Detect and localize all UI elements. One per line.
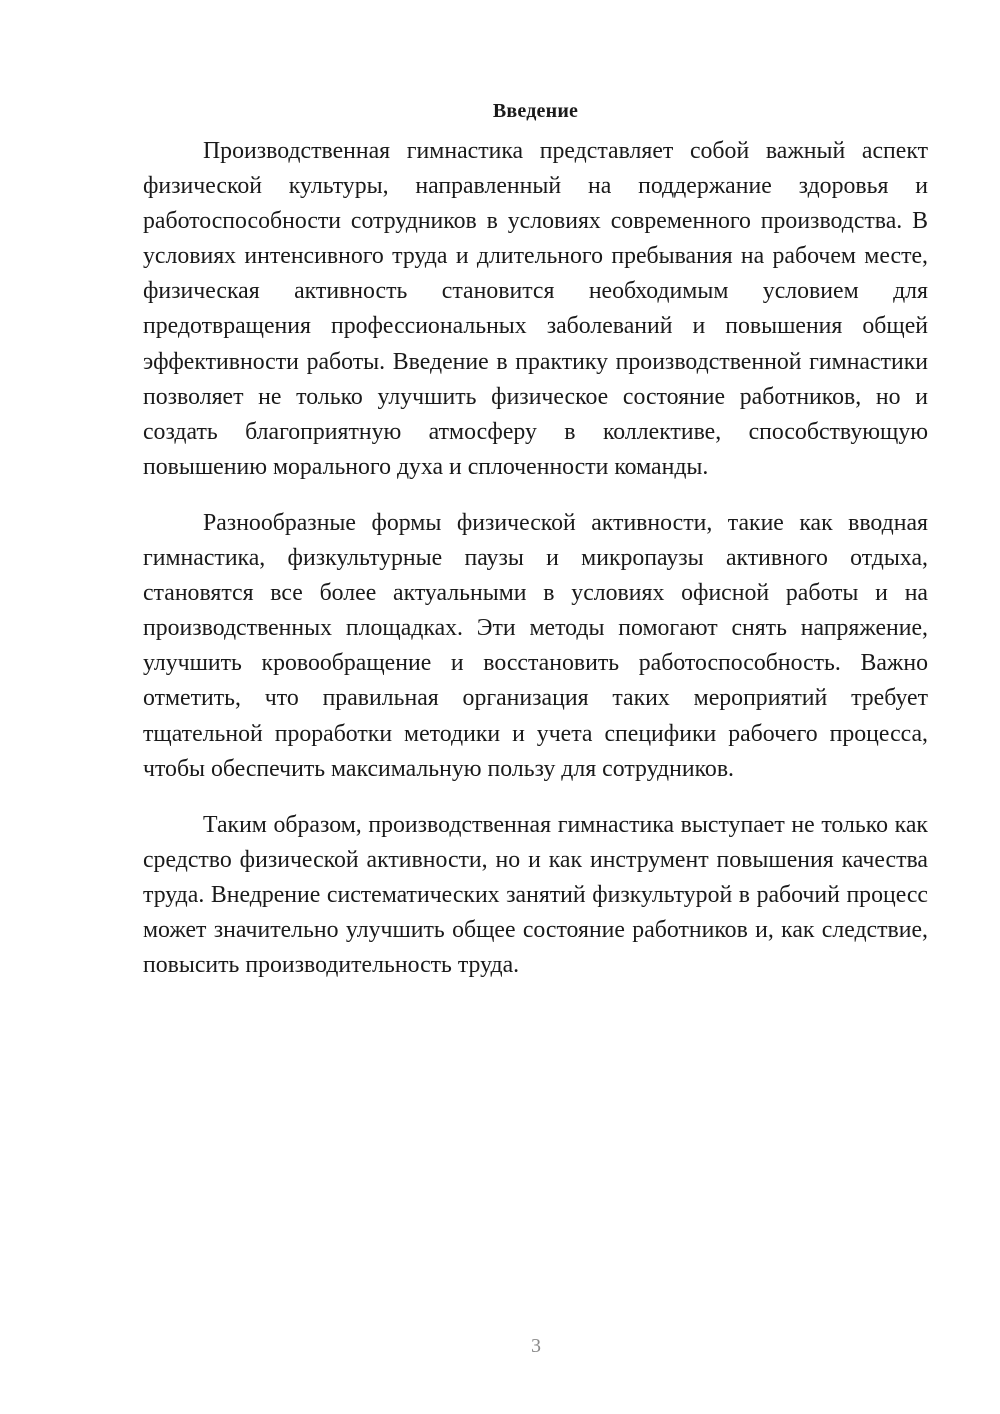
body-paragraph-2: Разнообразные формы физической активности, такие как вводная гимнастика, физкультурные паузы и микропаузы активного отдыха, становятся все более актуальными в условиях офисной работы и на производственных площадках. Эти методы помогают снять напряжение, улучшить кровообращение и восстановить работоспособность. Важно отметить, что правильная организация таких мероприятий требует тщательной проработки методики и учета специфики рабочего процесса, чтобы обеспечить максимальную пользу для сотрудников. [143, 509, 928, 782]
body-paragraph-3: Таким образом, производственная гимнастика выступает не только как средство физической активности, но и как инструмент повышения качества труда. Внедрение систематических занятий физкультурой в рабочий процесс может значительно улучшить общее состояние работников и, как следствие, повысить производительность труда. [143, 811, 928, 979]
page-content [143, 96, 928, 1004]
section-heading: Введение [492, 100, 579, 122]
page-number: 3 [531, 1335, 541, 1357]
body-paragraph-1: Производственная гимнастика представляет собой важный аспект физической культуры, направленный на поддержание здоровья и работоспособности сотрудников в условиях современного производства. В условиях интенсивного труда и длительного пребывания на рабочем месте, физическая активность становится необходимым условием для предотвращения профессиональных заболеваний и повышения общей эффективности работы. Введение в практику производственной гимнастики позволяет не только улучшить физическое состояние работников, но и создать благоприятную атмосферу в коллективе, способствующую повышению морального духа и сплоченности команды. [143, 138, 928, 480]
